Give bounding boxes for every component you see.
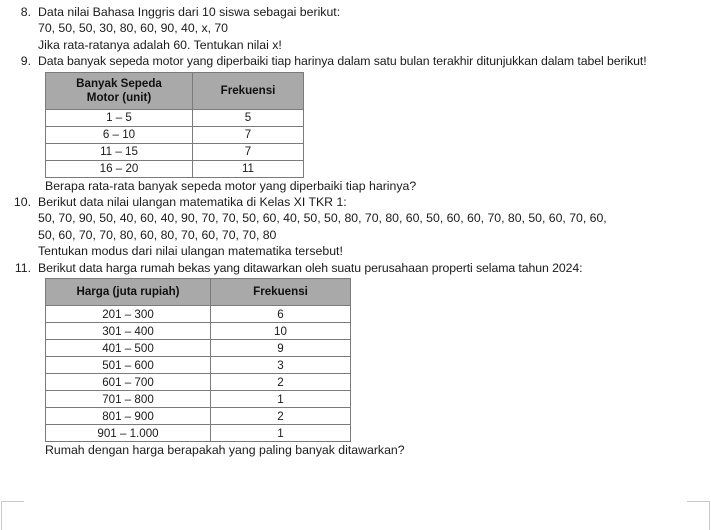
- question-number-11: 11.: [14, 260, 31, 275]
- cell-frequency: 7: [193, 143, 304, 160]
- table-motor-header-row: [46, 72, 304, 109]
- table-harga-header-row: [46, 279, 351, 306]
- cell-frequency: 1: [211, 391, 351, 408]
- cell-frequency: 9: [211, 340, 351, 357]
- cell-interval: 401 – 500: [46, 340, 211, 357]
- cell-interval: 16 – 20: [46, 160, 193, 177]
- crop-mark-bottom-right-icon: [687, 501, 710, 530]
- cell-frequency: 3: [211, 357, 351, 374]
- question-8-line-1: Data nilai Bahasa Inggris dari 10 siswa sebagai berikut:: [38, 5, 341, 19]
- cell-frequency: 2: [211, 374, 351, 391]
- cell-frequency: 2: [211, 408, 351, 425]
- question-body-10: [38, 194, 703, 260]
- cell-frequency: 10: [211, 323, 351, 340]
- question-number-9: 9.: [20, 54, 31, 69]
- table-harga-wrapper: [45, 278, 703, 442]
- question-item-9: [8, 53, 703, 69]
- cell-frequency: 7: [193, 126, 304, 143]
- question-8-line-3: Jika rata-ratanya adalah 60. Tentukan nilai x!: [38, 37, 282, 52]
- table-row: [46, 160, 304, 177]
- cell-interval: 1 – 5: [46, 109, 193, 126]
- cell-frequency: 6: [211, 306, 351, 323]
- table-harga-body: [46, 306, 351, 442]
- question-9-line-1: Data banyak sepeda motor yang diperbaiki tiap harinya dalam satu bulan terakhir ditunjukkan dalam tabel berikut!: [38, 54, 647, 69]
- table-row: [46, 126, 304, 143]
- table-row: [46, 391, 351, 408]
- table-banyak-sepeda-motor: [45, 72, 304, 178]
- question-number-8: 8.: [20, 5, 31, 19]
- cell-interval: 601 – 700: [46, 374, 211, 391]
- table-row: [46, 425, 351, 442]
- table-harga-header-interval: Harga (juta rupiah): [46, 279, 211, 306]
- table-row: [46, 323, 351, 340]
- cell-interval: 701 – 800: [46, 391, 211, 408]
- table-motor-body: [46, 109, 304, 177]
- crop-mark-bottom-left-icon: [1, 501, 24, 530]
- question-8-data-values: 70, 50, 50, 30, 80, 60, 90, 40, x, 70: [38, 21, 229, 36]
- question-10-data-values-line-2: 50, 60, 70, 70, 80, 60, 80, 70, 60, 70, 70, 80: [38, 227, 277, 242]
- table-row: [46, 357, 351, 374]
- question-9-closing: Berapa rata-rata banyak sepeda motor yang diperbaiki tiap harinya?: [45, 178, 417, 193]
- cell-interval: 901 – 1.000: [46, 425, 211, 442]
- table-motor-header-frequency: Frekuensi: [193, 72, 304, 109]
- question-item-8: [8, 4, 703, 53]
- table-harga-rumah: [45, 278, 351, 442]
- cell-interval: 201 – 300: [46, 306, 211, 323]
- question-item-11: [8, 260, 703, 276]
- cell-interval: 501 – 600: [46, 357, 211, 374]
- cell-interval: 6 – 10: [46, 126, 193, 143]
- cell-interval: 301 – 400: [46, 323, 211, 340]
- question-11-line-1: Berikut data harga rumah bekas yang ditawarkan oleh suatu perusahaan properti selama tahun 2024:: [38, 260, 583, 275]
- question-item-10: [8, 194, 703, 260]
- table-harga-header-frequency: Frekuensi: [211, 279, 351, 306]
- table-row: [46, 340, 351, 357]
- question-10-line-1: Berikut data nilai ulangan matematika di Kelas XI TKR 1:: [38, 195, 347, 210]
- table-motor-header-interval: [46, 72, 193, 109]
- cell-frequency: 5: [193, 109, 304, 126]
- question-10-closing: Tentukan modus dari nilai ulangan matematika tersebut!: [38, 244, 343, 259]
- question-body-11: [38, 260, 703, 276]
- question-body-9: [38, 53, 703, 69]
- question-number-10: 10.: [13, 195, 31, 210]
- cell-interval: 801 – 900: [46, 408, 211, 425]
- table-motor-wrapper: [45, 72, 703, 178]
- question-body-8: [38, 4, 703, 53]
- question-10-data-values-line-1: 50, 70, 90, 50, 40, 60, 40, 90, 70, 70, 50, 60, 40, 50, 50, 80, 70, 80, 60, 50, 60, 60, 70, 80, 50, 60, 70, 60,: [38, 211, 607, 226]
- table-row: [46, 109, 304, 126]
- table-row: [46, 143, 304, 160]
- cell-interval: 11 – 15: [46, 143, 193, 160]
- table-row: [46, 306, 351, 323]
- table-row: [46, 408, 351, 425]
- question-11-closing: Rumah dengan harga berapakah yang paling banyak ditawarkan?: [45, 443, 405, 458]
- cell-frequency: 1: [211, 425, 351, 442]
- table-row: [46, 374, 351, 391]
- table-motor-header-interval-line2: Motor (unit): [86, 90, 152, 104]
- cell-frequency: 11: [193, 160, 304, 177]
- table-motor-header-interval-line1: Banyak Sepeda: [76, 76, 162, 90]
